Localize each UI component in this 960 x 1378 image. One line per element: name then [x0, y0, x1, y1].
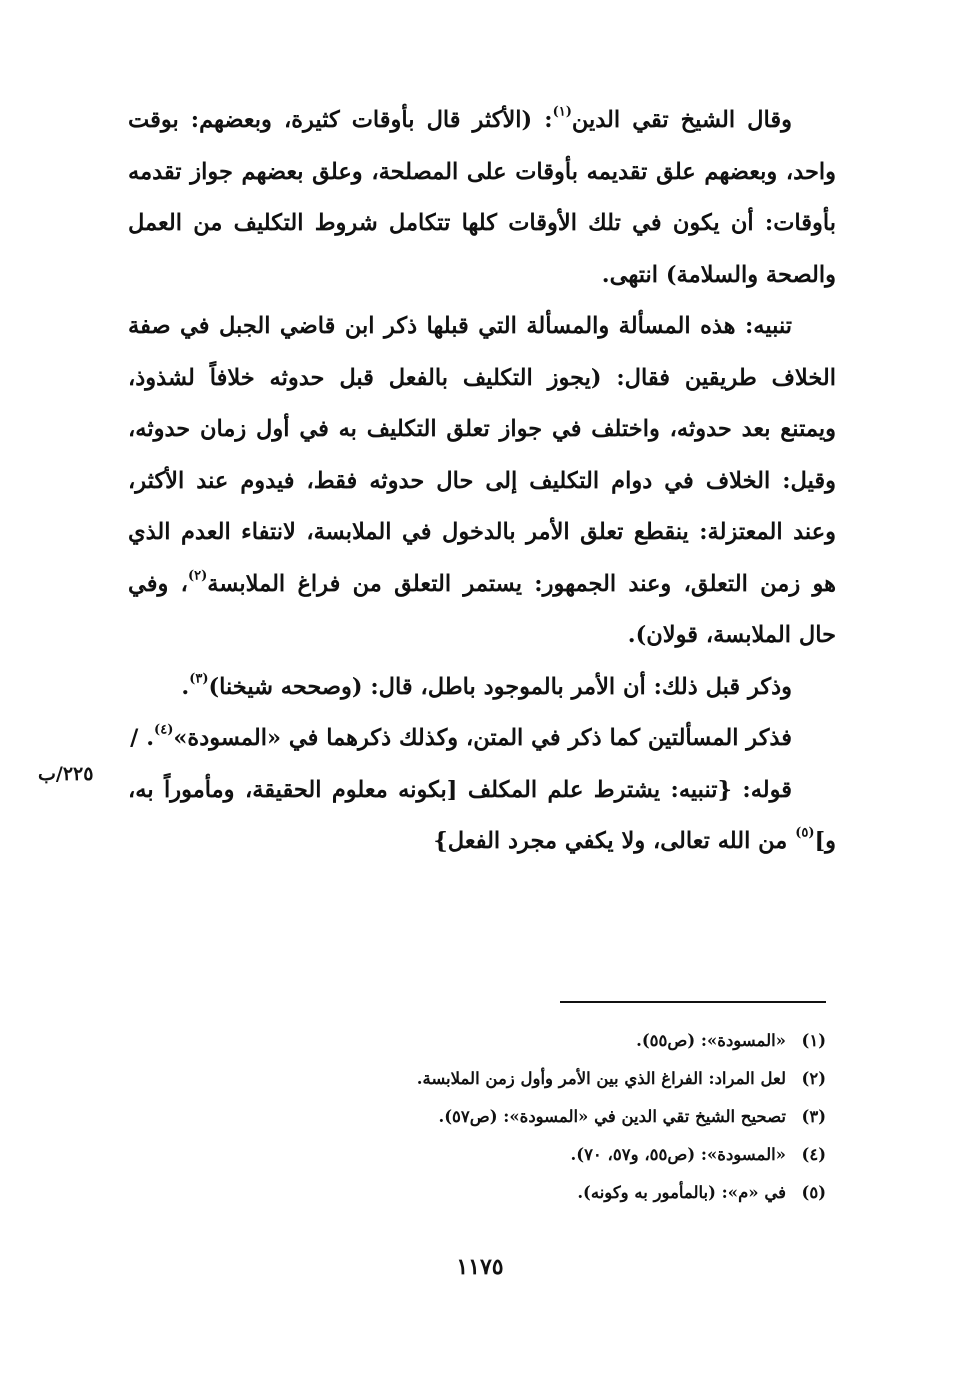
- manuscript-folio-marker: ٢٢٥/ب: [38, 763, 94, 785]
- footnote-divider: [560, 1001, 826, 1003]
- footnote-number: (٢): [801, 1069, 826, 1088]
- footnote-text: في «م»: (بالمأمور به وكونه).: [577, 1183, 786, 1202]
- paragraph-5-text: قوله: {تنبيه: يشترط علم المكلف [بكونه معلوم الحقيقة، ومأموراً به، و]: [128, 776, 836, 854]
- paragraph-3-text: وذكر قبل ذلك: أن الأمر بالموجود باطل، قال: (وصححه شيخنا): [208, 673, 792, 700]
- footnote-number: (٣): [801, 1107, 826, 1126]
- footnote-text: تصحيح الشيخ تقي الدين في «المسودة»: (ص٥٧).: [438, 1107, 786, 1126]
- paragraph-2-text: تنبيه: هذه المسألة والمسألة التي قبلها ذكر ابن قاضي الجبل في صفة الخلاف طريقين فقال: (يجوز التكليف بالفعل قبل حدوثه خلافاً لشذوذ، ويمتنع بعد حدوثه، واختلف في جواز تعلق التكليف به في أول زمان حدوثه، وقيل: الخلاف في دوام التكليف إلى حال حدوثه فقط، فيدوم عند الأكثر، وعند المعتزلة: ينقطع تعلق الأمر بالدخول في الملابسة، لانتفاء العدم الذي هو زمن التعلق، وعند الجمهور: يستمر التعلق من فراغ الملابسة: [128, 313, 836, 597]
- paragraph-1: [128, 95, 836, 301]
- footnote-item: [220, 1098, 826, 1136]
- page-number: ١١٧٥: [456, 1254, 504, 1280]
- footnote-number: (٥): [801, 1183, 826, 1202]
- footnote-item: [220, 1022, 826, 1060]
- footnote-ref-2[interactable]: (٢): [187, 567, 208, 583]
- footnote-item: [220, 1060, 826, 1098]
- paragraph-1-continuation: : (الأكثر قال بأوقات كثيرة، وبعضهم: بوقت واحد، وبعضهم علق تقديمه بأوقات على المصلحة، وعلق بعضهم جواز تقدمه بأوقات: أن يكون في تلك الأوقات كلها تتكامل شروط التكليف من العمل والصحة والسلامة) انتهى.: [128, 107, 836, 288]
- footnote-text: «المسودة»: (ص٥٥).: [636, 1031, 786, 1050]
- paragraph-3: [128, 662, 836, 714]
- paragraph-5-continuation: من الله تعالى، ولا يكفي مجرد الفعل}: [433, 828, 796, 854]
- paragraph-2: [128, 301, 836, 662]
- paragraph-5: [128, 765, 836, 868]
- paragraph-4-continuation: . /: [130, 725, 155, 751]
- footnote-item: [220, 1174, 826, 1212]
- paragraph-4-text: فذكر المسألتين كما ذكر في المتن، وكذلك ذكرهما في «المسودة»: [173, 725, 792, 751]
- footnote-ref-4[interactable]: (٤): [154, 722, 174, 738]
- footnote-ref-1[interactable]: (١): [552, 104, 572, 120]
- paragraph-4: [128, 713, 836, 765]
- footnote-text: لعل المراد: الفراغ الذي بين الأمر وأول زمن الملابسة.: [416, 1069, 786, 1088]
- footnote-ref-5[interactable]: (٥): [795, 825, 815, 841]
- footnote-ref-3[interactable]: (٣): [189, 670, 209, 686]
- main-text: [128, 95, 836, 868]
- footnote-item: [220, 1136, 826, 1174]
- paragraph-1-text: وقال الشيخ تقي الدين: [571, 107, 792, 133]
- footnote-number: (٤): [801, 1145, 826, 1164]
- footnote-number: (١): [801, 1031, 826, 1050]
- paragraph-2-continuation: ، وفي حال الملابسة، قولان).: [128, 570, 836, 648]
- paragraph-3-continuation: .: [181, 673, 190, 700]
- footnotes-list: [220, 1022, 826, 1212]
- footnote-text: «المسودة»: (ص٥٥، و٥٧، ٧٠).: [570, 1145, 786, 1164]
